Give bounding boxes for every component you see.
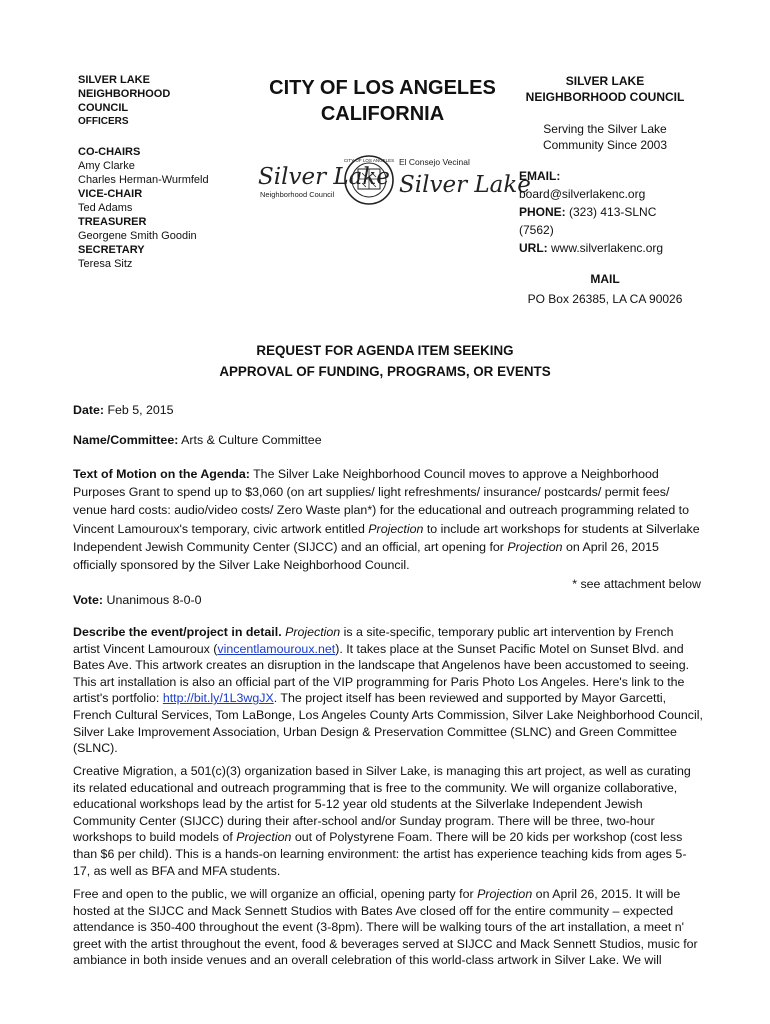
city-title-line-1: CITY OF LOS ANGELES — [269, 77, 496, 99]
email-value[interactable]: board@silverlakenc.org — [519, 187, 646, 201]
phone-label: PHONE: — [519, 205, 566, 219]
council-name-line-3: COUNCIL — [78, 102, 129, 114]
request-title — [130, 340, 640, 382]
council-name-line-1: SILVER LAKE — [78, 74, 150, 86]
portfolio-link[interactable]: http://bit.ly/1L3wgJX — [162, 691, 274, 706]
para3-italic-1: Projection — [477, 887, 533, 901]
right-title-line-2: NEIGHBORHOOD COUNCIL — [525, 90, 685, 104]
officers-column — [78, 73, 248, 271]
para3-text-2: on April 26, 2015. It will be hosted at the SIJCC and Mack Sennett Studios with Bates Ave closed off for the entire community – expected attendance is 350-400 throughout the event (3-8pm). There will be walking tours of the art installation, a meet n' greet with the artist throughout the event, food & beverages served at SIJCC and Mack Sennett Studios, music for ambiance in both inside venues and an overall celebration of this world-class artwork in Silver Lake. We will — [73, 887, 698, 968]
describe-italic-title: Projection — [285, 625, 341, 639]
committee-line — [73, 432, 703, 449]
city-title — [250, 75, 515, 127]
motion-italic-2: Projection — [507, 539, 563, 554]
vote-value: Unanimous 8-0-0 — [106, 593, 202, 607]
mail-value: PO Box 26385, LA CA 90026 — [527, 292, 683, 306]
contact-column — [505, 73, 705, 307]
paragraph-creative-migration — [73, 763, 703, 879]
role-secretary: SECRETARY — [78, 244, 145, 256]
motion-paragraph — [73, 465, 701, 593]
motion-text-2: to include art workshops for students at Silverlake Independent Jewish Community Center (SIJCC) and an official, art opening for — [73, 521, 700, 554]
officer-name: Ted Adams — [78, 202, 133, 214]
right-title-line-1: SILVER LAKE — [565, 74, 645, 88]
url-label: URL: — [519, 241, 548, 255]
right-logo-top: El Consejo Vecinal — [399, 157, 470, 167]
vote-label: Vote: — [73, 593, 104, 607]
motion-italic-1: Projection — [368, 521, 424, 536]
officer-name: Georgene Smith Goodin — [78, 230, 197, 242]
email-label: EMAIL: — [519, 169, 561, 183]
city-title-line-2: CALIFORNIA — [320, 103, 445, 125]
role-vice-chair: VICE-CHAIR — [78, 188, 143, 200]
para2-italic-1: Projection — [236, 830, 292, 845]
right-logo-main: Silver Lake — [399, 172, 531, 198]
officer-name: Charles Herman-Wurmfeld — [78, 174, 209, 186]
vote-line — [73, 592, 703, 609]
seal-text: CITY OF LOS ANGELES — [343, 158, 395, 163]
describe-paragraph — [73, 624, 703, 757]
phone-continued: (7562) — [519, 223, 554, 237]
describe-label: Describe the event/project in detail. — [73, 625, 282, 639]
serving-line-2: Community Since 2003 — [542, 138, 668, 152]
officer-name: Amy Clarke — [78, 160, 135, 172]
council-name-line-2: NEIGHBORHOOD — [78, 88, 171, 100]
committee-value: Arts & Culture Committee — [181, 433, 322, 447]
describe-text-3: . The project itself has been reviewed and supported by Mayor Garcetti, French Cultural Services, Tom LaBonge, Los Angeles County Arts Commission, Silver Lake Neighborhood Council, Silver Lake Improvement Association, Urban Design & Preservation Committee (SLNC) and Green Committee (SLNC). — [73, 691, 703, 756]
para3-text-1: Free and open to the public, we will organize an official, opening party for — [73, 887, 474, 901]
motion-text-1: The Silver Lake Neighborhood Council moves to approve a Neighborhood Purposes Grant to spend up to $3,060 (on art supplies/ light refreshments/ insurance/ postcards/ permit fees/ venue hard costs: audio/video costs/ Zero Waste plan*) for the educational and outreach programming related to Vincent Lamouroux's temporary, civic artwork entitled — [73, 467, 689, 536]
para2-text-1: Creative Migration, a 501(c)(3) organization based in Silver Lake, is managing this art project, as well as curating its related educational and outreach programming that is free to the community. We will organize collaborative, educational workshops lead by the artist for 5-12 year old students at the Silverlake Independent Jewish Community Center (SIJCC) during their after-school and/or Sunday program. There will be three, two-hour workshops to build models of — [73, 764, 691, 845]
logos-graphic — [256, 152, 531, 208]
role-treasurer: TREASURER — [78, 216, 147, 228]
phone-value: (323) 413-SLNC — [569, 205, 657, 219]
request-title-line-1: REQUEST FOR AGENDA ITEM SEEKING — [256, 343, 514, 358]
date-line — [73, 402, 703, 419]
paragraph-opening-party — [73, 886, 703, 969]
logo-row — [256, 152, 531, 208]
request-title-line-2: APPROVAL OF FUNDING, PROGRAMS, OR EVENTS — [219, 364, 551, 379]
artist-website-link[interactable]: vincentlamouroux.net — [217, 641, 336, 656]
describe-text-2: ). It takes place at the Sunset Pacific Motel on Sunset Blvd. and Bates Ave. This artwork creates an disruption in the landscape that Angelenos have been accustomed to seeing. This art installation is also an official part of the VIP programming for Paris Photo Los Angeles. Here's link to the artist's portfolio: — [73, 641, 690, 706]
motion-label: Text of Motion on the Agenda: — [73, 467, 250, 481]
date-value: Feb 5, 2015 — [107, 403, 174, 417]
left-logo-main: Silver Lake — [258, 164, 390, 190]
motion-text-3: on April 26, 2015 officially sponsored by the Silver Lake Neighborhood Council. — [73, 539, 659, 573]
committee-label: Name/Committee: — [73, 433, 179, 447]
officer-name: Teresa Sitz — [78, 258, 133, 270]
left-logo-sub: Neighborhood Council — [260, 190, 335, 199]
date-label: Date: — [73, 403, 104, 417]
serving-line-1: Serving the Silver Lake — [543, 122, 667, 136]
para2-text-2: out of Polystyrene Foam. There will be 20 kids per workshop (cost less than $6 per child). This is a hands-on learning environment: the artist has experience teaching kids from ages 5-17, as well as BFA and MFA students. — [73, 830, 687, 878]
url-value[interactable]: www.silverlakenc.org — [551, 241, 664, 255]
mail-label: MAIL — [590, 272, 620, 286]
officers-label: OFFICERS — [78, 116, 129, 127]
attachment-note: * see attachment below — [572, 577, 701, 592]
role-co-chairs: CO-CHAIRS — [78, 146, 141, 158]
describe-text-1: is a site-specific, temporary public art intervention by French artist Vincent Lamouroux ( — [73, 625, 674, 656]
